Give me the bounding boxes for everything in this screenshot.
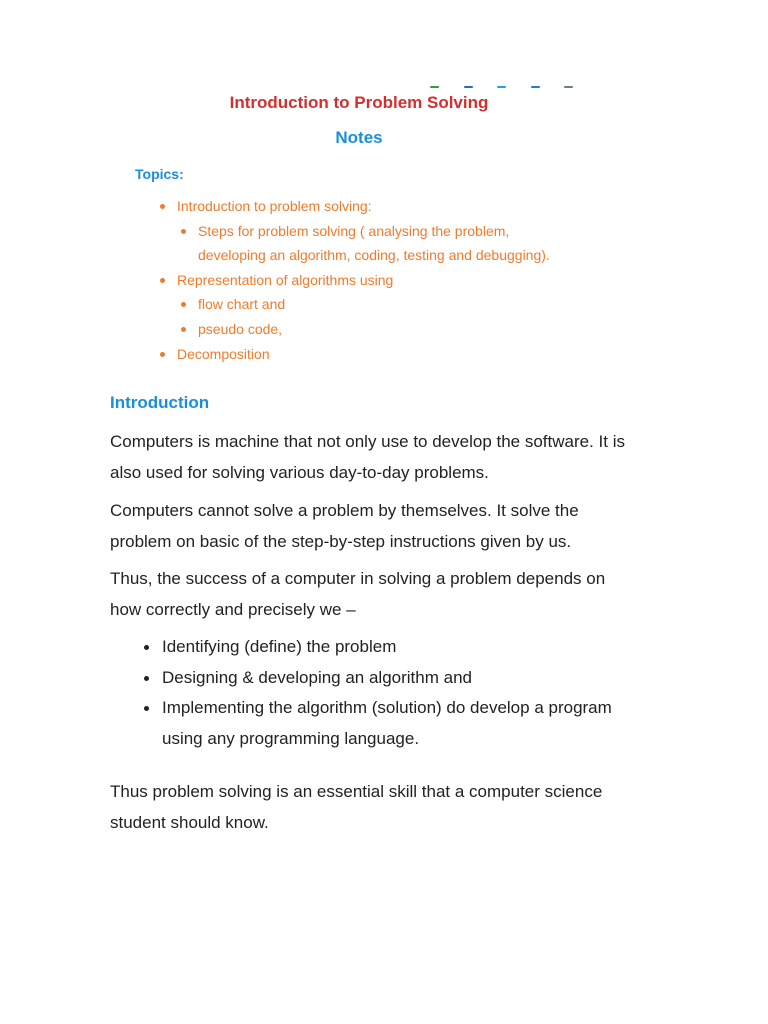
topics-list xyxy=(160,194,680,366)
paragraph-line: problem on basic of the step-by-step instructions given by us. xyxy=(110,531,572,551)
topic-text: Representation of algorithms using xyxy=(177,271,394,288)
bullet-icon xyxy=(160,278,165,283)
bullet-icon xyxy=(160,352,165,357)
topic-item xyxy=(160,194,680,219)
bullet-icon xyxy=(160,204,165,209)
page-subtitle: Notes xyxy=(335,128,383,147)
step-item xyxy=(144,693,684,754)
paragraph-line: Thus problem solving is an essential skill that a computer science xyxy=(110,782,603,801)
topic-text: Decomposition xyxy=(177,345,270,362)
step-text: Identifying (define) the problem xyxy=(162,637,397,656)
decorative-dashes xyxy=(430,86,580,90)
conclusion-paragraph xyxy=(110,777,670,838)
bullet-icon xyxy=(181,229,186,234)
topic-subitem xyxy=(181,292,680,317)
paragraph-line: Thus, the success of a computer in solving a problem depends on xyxy=(110,569,606,588)
paragraph-line: also used for solving various day-to-day problems. xyxy=(110,462,489,482)
decorative-dash xyxy=(497,86,506,88)
paragraph xyxy=(110,427,670,488)
step-text: Implementing the algorithm (solution) do develop a program xyxy=(162,698,612,717)
topic-subitem xyxy=(181,219,680,268)
topic-text-continued: developing an algorithm, coding, testing and debugging). xyxy=(198,247,550,264)
bullet-icon xyxy=(144,676,149,681)
bullet-icon xyxy=(144,645,149,650)
step-item xyxy=(144,663,684,694)
decorative-dash xyxy=(531,86,540,88)
section-heading-introduction: Introduction xyxy=(110,393,210,412)
topic-text: Steps for problem solving ( analysing the problem, xyxy=(198,222,510,239)
steps-list xyxy=(144,632,684,754)
page-title: Introduction to Problem Solving xyxy=(229,93,489,112)
decorative-dash xyxy=(430,86,439,88)
topic-subitem xyxy=(181,317,680,342)
topic-item xyxy=(160,268,680,293)
paragraph xyxy=(110,496,670,557)
paragraph-line: student should know. xyxy=(110,812,269,832)
topic-item xyxy=(160,342,680,367)
paragraph-line: Computers cannot solve a problem by themselves. It solve the xyxy=(110,501,579,520)
paragraph-line: Computers is machine that not only use to develop the software. It is xyxy=(110,432,625,451)
decorative-dash xyxy=(564,86,573,88)
step-text-continued: using any programming language. xyxy=(162,728,420,748)
bullet-icon xyxy=(144,706,149,711)
bullet-icon xyxy=(181,327,186,332)
step-text: Designing & developing an algorithm and xyxy=(162,667,472,687)
decorative-dash xyxy=(464,86,473,88)
paragraph xyxy=(110,564,670,625)
topic-text: flow chart and xyxy=(198,296,286,313)
bullet-icon xyxy=(181,302,186,307)
paragraph-line: how correctly and precisely we – xyxy=(110,599,356,619)
topic-text: pseudo code, xyxy=(198,320,283,337)
topics-label: Topics: xyxy=(135,166,184,182)
step-item xyxy=(144,632,684,663)
topic-text: Introduction to problem solving: xyxy=(177,198,372,214)
